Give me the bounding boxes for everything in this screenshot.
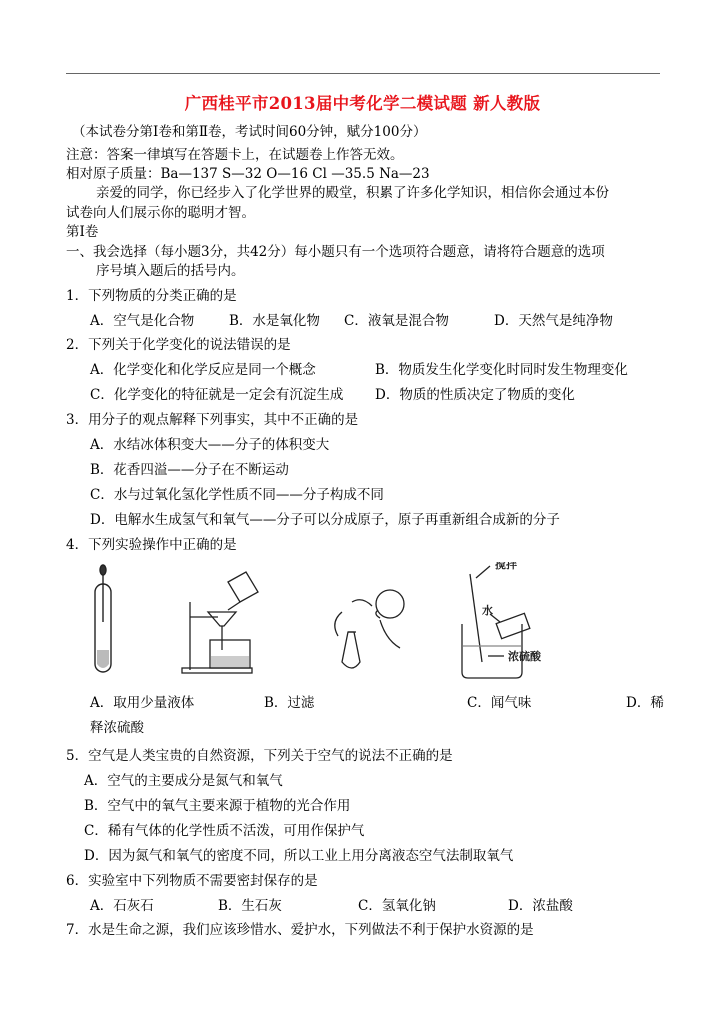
- water-label: 水: [482, 605, 493, 617]
- section-heading: 一、我会选择（每小题3分，共42分）每小题只有一个选项符合题意，请将符合题意的选项: [66, 244, 605, 260]
- question-4-option-a: A．取用少量液体: [90, 695, 195, 711]
- question-4-option-d: D．稀: [626, 695, 664, 711]
- question-6-option-c: C．氢氧化钠: [358, 898, 436, 914]
- question-6-option-b: B．生石灰: [218, 898, 282, 914]
- question-4-stem: 4．下列实验操作中正确的是: [66, 537, 237, 553]
- notice: 注意：答案一律填写在答题卡上，在试题卷上作答无效。: [66, 147, 404, 163]
- lab-figures-svg: [90, 562, 680, 682]
- question-2-option-c: C．化学变化的特征就是一定会有沉淀生成: [90, 387, 344, 403]
- question-1-option-a: A．空气是化合物: [90, 313, 195, 329]
- question-5-option-d: D．因为氮气和氧气的密度不同，所以工业上用分离液态空气法制取氧气: [84, 848, 514, 864]
- question-7-stem: 7．水是生命之源，我们应该珍惜水、爱护水，下列做法不利于保护水资源的是: [66, 922, 534, 938]
- question-5-stem: 5．空气是人类宝贵的自然资源，下列关于空气的说法不正确的是: [66, 748, 453, 764]
- acid-label: 浓硫酸: [508, 651, 541, 663]
- question-6-stem: 6．实验室中下列物质不需要密封保存的是: [66, 873, 318, 889]
- question-3-option-d: D．电解水生成氢气和氧气——分子可以分成原子，原子再重新组合成新的分子: [90, 512, 560, 528]
- lab-operation-figures: [90, 562, 680, 682]
- question-4-option-c: C．闻气味: [467, 695, 532, 711]
- question-2-option-d: D．物质的性质决定了物质的变化: [375, 387, 575, 403]
- intro-line-1: 亲爱的同学，你已经步入了化学世界的殿堂，积累了许多化学知识，相信你会通过本份: [96, 185, 609, 201]
- question-5-option-a: A．空气的主要成分是氮气和氧气: [84, 773, 283, 789]
- question-5-option-b: B．空气中的氧气主要来源于植物的光合作用: [84, 798, 351, 814]
- question-2-option-b: B．物质发生化学变化时同时发生物理变化: [375, 362, 628, 378]
- question-6-option-d: D．浓盐酸: [508, 898, 573, 914]
- intro-line-2: 试卷向人们展示你的聪明才智。: [66, 205, 255, 221]
- question-6-option-a: A．石灰石: [90, 898, 154, 914]
- exam-info: （本试卷分第Ⅰ卷和第Ⅱ卷，考试时间60分钟，赋分100分）: [72, 124, 427, 140]
- header-rule: [66, 73, 660, 74]
- question-4-option-d-cont: 释浓硫酸: [90, 720, 144, 736]
- question-3-option-c: C．水与过氧化氢化学性质不同——分子构成不同: [90, 487, 384, 503]
- page-title: 广西桂平市2013届中考化学二模试题 新人教版: [184, 94, 541, 113]
- question-3-option-b: B．花香四溢——分子在不断运动: [90, 462, 289, 478]
- question-1-stem: 1．下列物质的分类正确的是: [66, 288, 237, 304]
- question-1-option-d: D．天然气是纯净物: [494, 313, 613, 329]
- question-4-option-b: B．过滤: [264, 695, 315, 711]
- question-2-stem: 2．下列关于化学变化的说法错误的是: [66, 337, 291, 353]
- smelling-figure: [335, 590, 404, 668]
- part-label: 第Ⅰ卷: [66, 224, 99, 240]
- question-2-option-a: A．化学变化和化学反应是同一个概念: [90, 362, 316, 378]
- section-heading-cont: 序号填入题后的括号内。: [96, 263, 245, 279]
- question-1-option-c: C．液氧是混合物: [344, 313, 449, 329]
- question-1-option-b: B．水是氧化物: [229, 313, 320, 329]
- question-3-option-a: A．水结冰体积变大——分子的体积变大: [90, 437, 330, 453]
- question-5-option-c: C．稀有气体的化学性质不活泼，可用作保护气: [84, 823, 365, 839]
- question-3-stem: 3．用分子的观点解释下列事实，其中不正确的是: [66, 412, 359, 428]
- atomic-masses: 相对原子质量：Ba—137 S—32 O—16 Cl —35.5 Na—23: [66, 166, 430, 182]
- dropper-test-tube-figure: [95, 565, 111, 672]
- stir-label: 搅拌: [495, 562, 517, 571]
- filtration-figure: [182, 572, 258, 673]
